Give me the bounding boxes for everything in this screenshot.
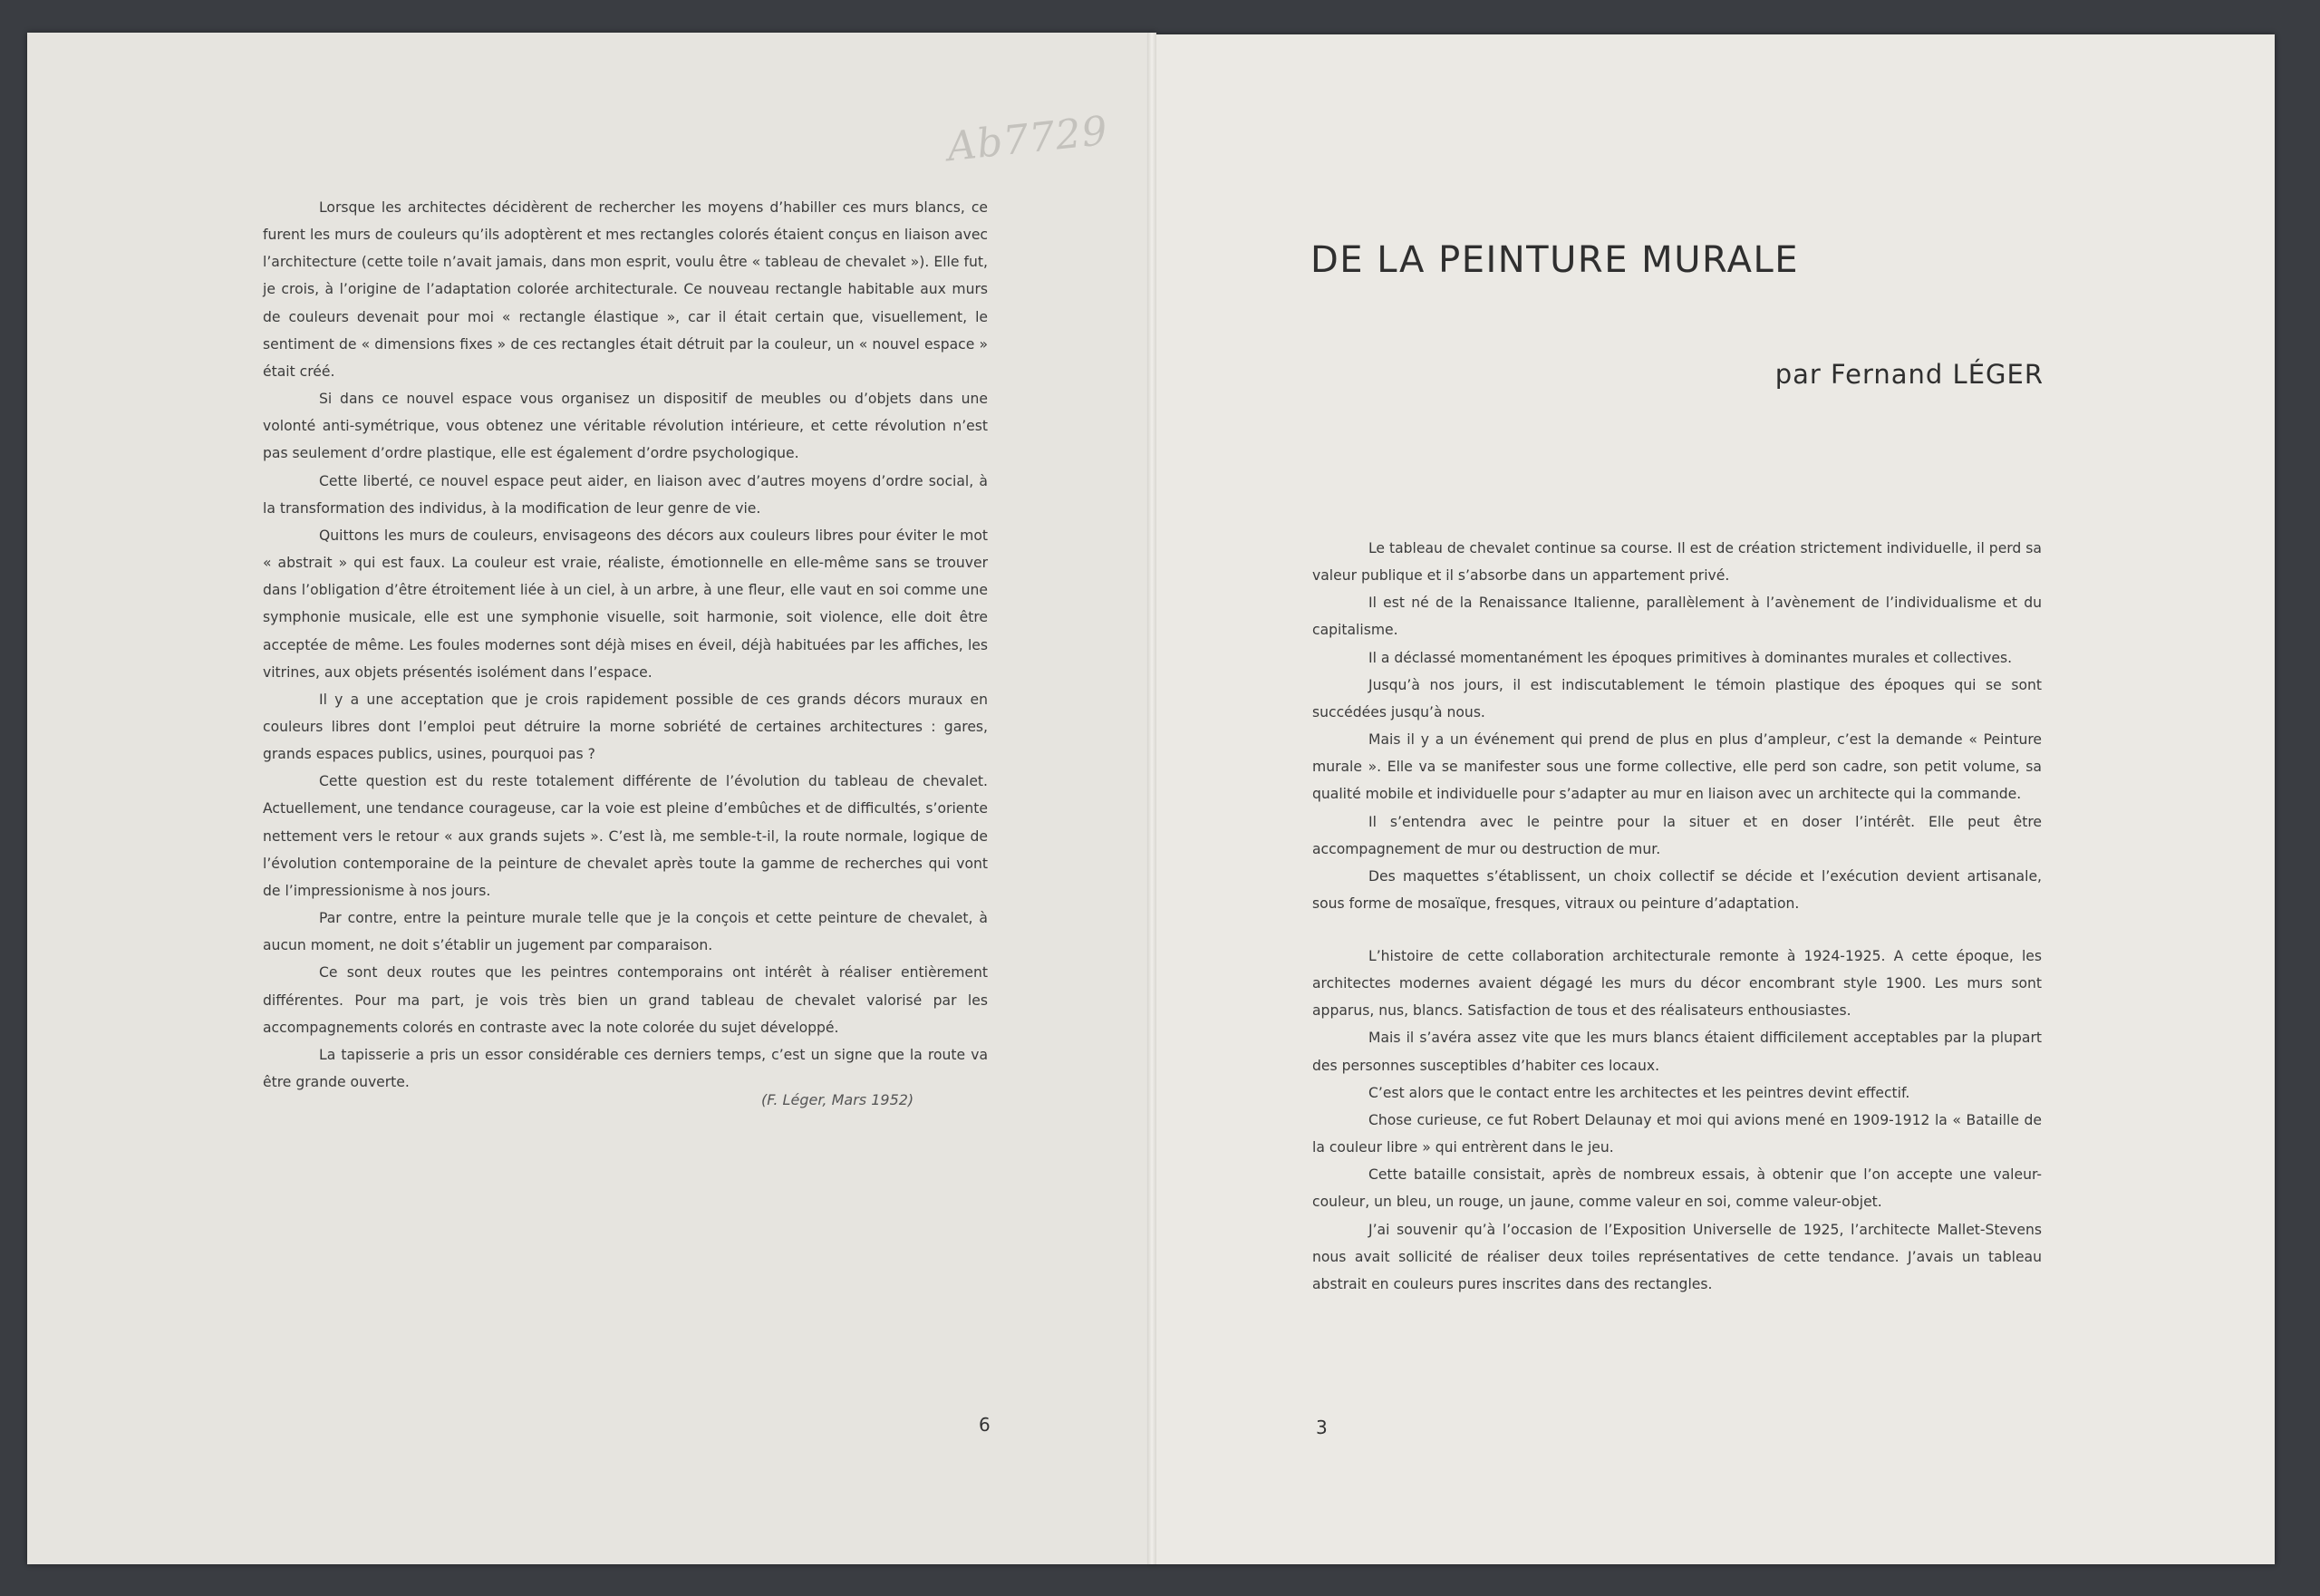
left-page-text xyxy=(263,194,988,1096)
paragraph: Lorsque les architectes décidèrent de rechercher les moyens d’habiller ces murs blancs, ce furent les murs de couleurs qu’ils adoptèrent et mes rectangles colorés étaient conçus en liaison avec l’architecture (cette toile n’avait jamais, dans mon esprit, voulu être « tableau de chevalet »). Elle fut, je crois, à l’origine de l’adaptation colorée architecturale. Ce nouveau rectangle habitable aux murs de couleurs devenait pour moi « rectangle élastique », car il était certain que, visuellement, le sentiment de « dimensions fixes » de ces rectangles était détruit par la couleur, un « nouvel espace » était créé. xyxy=(263,199,988,380)
paragraph: Par contre, entre la peinture murale telle que je la conçois et cette peinture de chevalet, à aucun moment, ne doit s’établir un jugement par comparaison. xyxy=(263,910,988,954)
paragraph: La tapisserie a pris un essor considérable ces derniers temps, c’est un signe que la route va être grande ouverte. xyxy=(263,1046,988,1090)
paragraph: Quittons les murs de couleurs, envisageons des décors aux couleurs libres pour éviter le mot « abstrait » qui est faux. La couleur est vraie, réaliste, émotionnelle en elle-même sans se trouver dans l’obligation d’être étroitement liée à un ciel, à un arbre, à une fleur, elle vaut en soi comme une symphonie musicale, elle est une symphonie visuelle, soit harmonie, soit violence, elle doit être acceptée de même. Les foules modernes sont déjà mises en éveil, déjà habituées par les affiches, les vitrines, aux objets présentés isolément dans l’espace. xyxy=(263,527,988,681)
paragraph: Mais il y a un événement qui prend de plus en plus d’ampleur, c’est la demande « Peinture murale ». Elle va se manifester sous une forme collective, elle perd son cadre, son petit volume, sa qualité mobile et individuelle pour s’adapter au mur en liaison avec un architecte qui la commande. xyxy=(1312,731,2042,803)
paragraph: Il est né de la Renaissance Italienne, parallèlement à l’avènement de l’individualisme et du capitalisme. xyxy=(1312,595,2042,639)
paragraph: Si dans ce nouvel espace vous organisez un dispositif de meubles ou d’objets dans une volonté anti-symétrique, vous obtenez une véritable révolution intérieure, et cette révolution n’est pas seulement d’ordre plastique, elle est également d’ordre psychologique. xyxy=(263,391,988,462)
handwritten-inventory-note: Ab7729 xyxy=(944,107,1111,171)
paragraph: J’ai souvenir qu’à l’occasion de l’Exposition Universelle de 1925, l’architecte Mallet-Stevens nous avait sollicité de réaliser deux toiles représentatives de cette tendance. J’avais un tableau abstrait en couleurs pures inscrites dans des rectangles. xyxy=(1312,1221,2042,1292)
paragraph: Il s’entendra avec le peintre pour la situer et en doser l’intérêt. Elle peut être accompagnement de mur ou destruction de mur. xyxy=(1312,813,2042,857)
paragraph: Cette bataille consistait, après de nombreux essais, à obtenir que l’on accepte une valeur-couleur, un bleu, un rouge, un jaune, comme valeur en soi, comme valeur-objet. xyxy=(1312,1166,2042,1211)
paragraph: Il y a une acceptation que je crois rapidement possible de ces grands décors muraux en couleurs libres dont l’emploi peut détruire la morne sobriété de certaines architectures : gares, grands espaces publics, usines, pourquoi pas ? xyxy=(263,691,988,763)
paragraph: Le tableau de chevalet continue sa course. Il est de création strictement individuelle, il perd sa valeur publique et il s’absorbe dans un appartement privé. xyxy=(1312,540,2042,585)
paragraph: Cette question est du reste totalement différente de l’évolution du tableau de chevalet. Actuellement, une tendance courageuse, car la voie est pleine d’embûches et de difficultés, s’oriente nettement vers le retour « aux grands sujets ». C’est là, me semble-t-il, la route normale, logique de l’évolution contemporaine de la peinture de chevalet après toute la gamme de recherches qui vont de l’impressionisme à nos jours. xyxy=(263,773,988,899)
page-number-left: 6 xyxy=(979,1414,991,1436)
signature-line: (F. Léger, Mars 1952) xyxy=(761,1091,914,1108)
paragraph: L’histoire de cette collaboration architecturale remonte à 1924-1925. A cette époque, les architectes modernes avaient dégagé les murs du décor encombrant style 1900. Les murs sont apparus, nus, blancs. Satisfaction de tous et des réalisateurs enthousiastes. xyxy=(1312,948,2042,1020)
paragraph: Cette liberté, ce nouvel espace peut aider, en liaison avec d’autres moyens d’ordre social, à la transformation des individus, à la modification de leur genre de vie. xyxy=(263,472,988,517)
paragraph: Mais il s’avéra assez vite que les murs blancs étaient difficilement acceptables par la plupart des personnes susceptibles d’habiter ces locaux. xyxy=(1312,1030,2042,1074)
paragraph: Chose curieuse, ce fut Robert Delaunay et moi qui avions mené en 1909-1912 la « Bataille de la couleur libre » qui entrèrent dans le jeu. xyxy=(1312,1111,2042,1156)
paragraph: Jusqu’à nos jours, il est indiscutablement le témoin plastique des époques qui se sont succédées jusqu’à nous. xyxy=(1312,676,2042,721)
right-page-text-section-1 xyxy=(1312,535,2042,917)
page-number-right: 3 xyxy=(1316,1417,1328,1438)
article-title: DE LA PEINTURE MURALE xyxy=(1310,239,1800,281)
paragraph: Des maquettes s’établissent, un choix collectif se décide et l’exécution devient artisanale, sous forme de mosaïque, fresques, vitraux ou peinture d’adaptation. xyxy=(1312,867,2042,913)
paragraph: Ce sont deux routes que les peintres contemporains ont intérêt à réaliser entièrement différentes. Pour ma part, je vois très bien un grand tableau de chevalet valorisé par les accompagnements colorés en contraste avec la note colorée du sujet développé. xyxy=(263,964,988,1036)
book-gutter xyxy=(1147,33,1156,1564)
article-author: par Fernand LÉGER xyxy=(1774,359,2044,390)
paragraph: Il a déclassé momentanément les époques primitives à dominantes murales et collectives. xyxy=(1368,649,2013,666)
paragraph: C’est alors que le contact entre les architectes et les peintres devint effectif. xyxy=(1368,1084,1910,1101)
right-page-text-section-2 xyxy=(1312,943,2042,1298)
